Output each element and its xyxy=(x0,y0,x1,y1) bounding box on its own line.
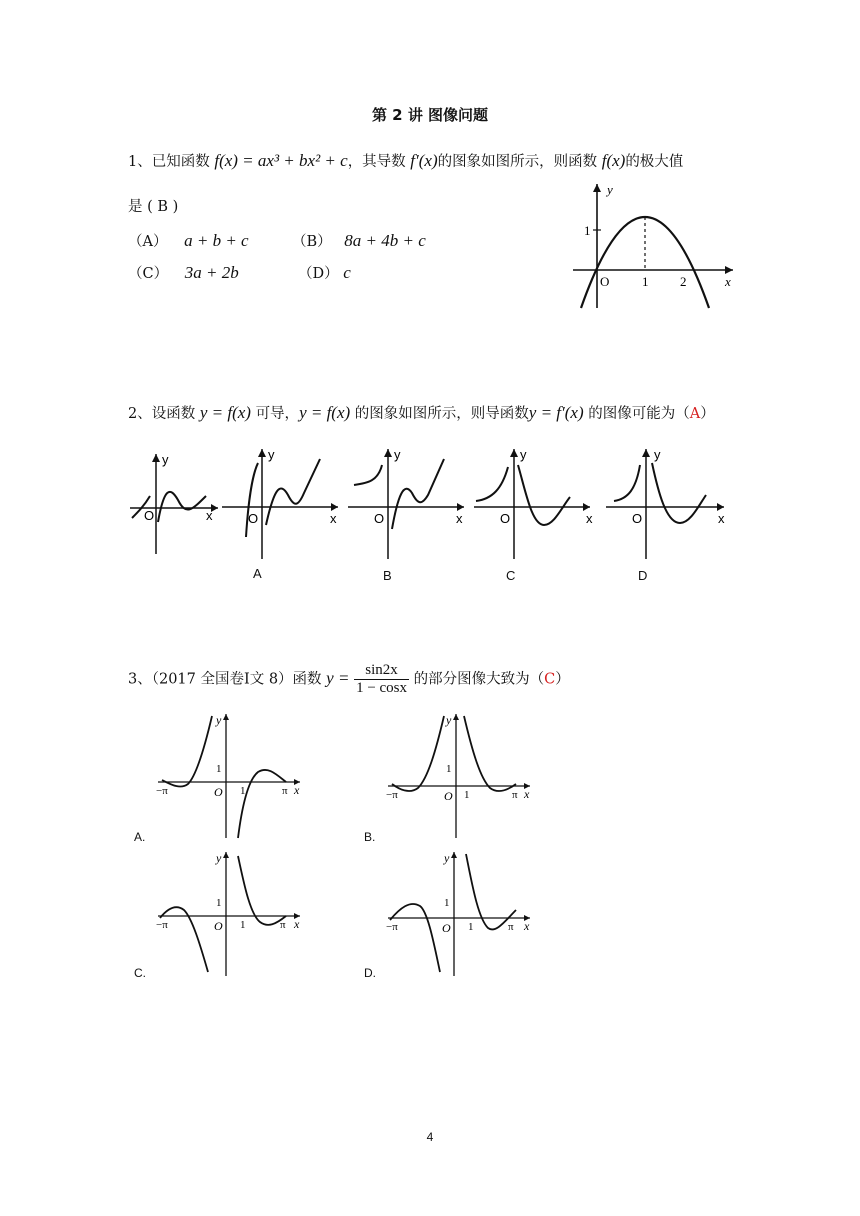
q3-b-x-label: x xyxy=(524,787,530,801)
q3-a-neg-pi-label: −π xyxy=(156,785,168,797)
q2-close: ） xyxy=(700,406,715,422)
q3-b-pi-label: π xyxy=(512,789,518,801)
q3-source: （2017 全国卷Ⅰ文 8）函数 xyxy=(151,671,322,688)
q2-number: 2、 xyxy=(128,406,152,422)
q1-y-label: y xyxy=(607,182,613,197)
q3-b-x1-label: 1 xyxy=(464,789,470,801)
q1-option-c-label: （C） xyxy=(128,266,169,282)
q3-b-right-branch xyxy=(464,716,516,791)
q2-text-c: 的图象如图所示，则导函数 xyxy=(354,406,529,422)
q3-d-y1-label: 1 xyxy=(444,897,450,909)
q3-c-right-branch xyxy=(238,856,286,925)
q3-b-y-arrow xyxy=(453,714,459,720)
q3-text: 的部分图像大致为（ xyxy=(413,671,545,688)
q2-a-y-arrow xyxy=(258,449,266,457)
q1-tick-2-label: 2 xyxy=(680,274,687,289)
q3-close: ） xyxy=(555,671,570,688)
q2-a-origin-label: O xyxy=(248,511,259,526)
q2-orig-right-branch xyxy=(158,492,206,522)
q1-option-a-expr: a + b + c xyxy=(184,231,249,250)
q2-question xyxy=(128,402,715,423)
q3-d-x1-label: 1 xyxy=(468,921,474,933)
q1-text-c: 的图象如图所示，则函数 xyxy=(437,154,598,170)
q3-c-x1-label: 1 xyxy=(240,919,246,931)
q3-d-y-arrow xyxy=(451,852,457,858)
q2-d-right-branch xyxy=(652,463,706,523)
q2-a-y-label: y xyxy=(268,447,275,462)
q2-b-x-label: x xyxy=(456,511,463,526)
q2-text-b: 可导， xyxy=(255,406,300,422)
q3-b-y1-label: 1 xyxy=(446,763,452,775)
q3-a-x-label: x xyxy=(294,783,300,797)
q2-expr-2: y = f(x) xyxy=(299,403,351,422)
q3-b-neg-pi-label: −π xyxy=(386,789,398,801)
q1-text-d: 的极大值 xyxy=(625,154,684,170)
q2-orig-origin-label: O xyxy=(144,508,155,523)
q3-number: 3、 xyxy=(128,671,152,688)
q2-b-y-label: y xyxy=(394,447,401,462)
q2-orig-x-label: x xyxy=(206,508,213,523)
q2-a-x-arrow xyxy=(331,503,338,511)
q3-a-pi-label: π xyxy=(282,785,288,797)
q1-text-b: ，其导数 xyxy=(347,154,406,170)
q1-option-b-expr: 8a + 4b + c xyxy=(344,231,426,250)
q2-caption-a: A xyxy=(253,566,262,581)
q3-c-left-branch xyxy=(160,907,208,972)
q3-numerator: sin2x xyxy=(354,662,409,680)
q3-d-x-label: x xyxy=(524,919,530,933)
q1-option-b xyxy=(292,230,426,251)
q2-original-graph xyxy=(128,448,220,558)
q1-x-label: x xyxy=(725,274,731,289)
q3-label-d: D. xyxy=(364,966,376,980)
q3-option-a-graph xyxy=(130,710,305,840)
q1-option-c-expr: 3a + 2b xyxy=(184,263,239,282)
q2-c-origin-label: O xyxy=(500,511,511,526)
q2-a-x-label: x xyxy=(330,511,337,526)
q3-a-left-branch xyxy=(162,716,212,787)
q1-line2: 是 ( B ) xyxy=(128,199,179,215)
q3-a-x1-label: 1 xyxy=(240,785,246,797)
q1-y-tick-label: 1 xyxy=(584,223,591,238)
q2-c-y-label: y xyxy=(520,447,527,462)
q2-b-x-arrow xyxy=(457,503,464,511)
q2-d-y-arrow xyxy=(642,449,650,457)
q2-caption-c: C xyxy=(506,568,516,583)
q3-option-b-graph xyxy=(360,710,535,840)
q1-expr-f2: f(x) xyxy=(601,151,626,170)
q3-question xyxy=(128,662,570,697)
q3-b-left-branch xyxy=(392,716,444,791)
q3-b-origin-label: O xyxy=(444,789,453,803)
page-number: 4 xyxy=(426,1130,434,1144)
q2-answer: A xyxy=(689,406,701,422)
q1-option-a xyxy=(128,230,249,251)
q2-option-d-graph xyxy=(604,445,729,563)
q2-b-left-branch xyxy=(354,465,382,485)
q2-text-a: 设函数 xyxy=(151,406,196,422)
q2-caption-b: B xyxy=(383,568,392,583)
q2-expr-3: y = f′(x) xyxy=(528,403,584,422)
q1-line1 xyxy=(128,150,683,171)
q2-d-y-label: y xyxy=(654,447,661,462)
q3-answer: C xyxy=(544,671,556,688)
q2-c-right-branch xyxy=(518,465,570,525)
q1-text-a: 已知函数 xyxy=(151,154,210,170)
q2-option-b-graph xyxy=(346,445,471,563)
q2-option-c-graph xyxy=(472,445,597,563)
q3-label-c: C. xyxy=(134,966,146,980)
q2-d-x-label: x xyxy=(718,511,725,526)
q3-d-origin-label: O xyxy=(442,921,451,935)
q3-lhs: y = xyxy=(326,668,350,688)
q3-a-y1-label: 1 xyxy=(216,763,222,775)
q2-d-origin-label: O xyxy=(632,511,643,526)
q2-c-y-arrow xyxy=(510,449,518,457)
q1-derivative-graph xyxy=(565,178,740,310)
q1-origin-label: O xyxy=(600,274,610,289)
q3-d-left-branch xyxy=(390,904,440,972)
q2-caption-d: D xyxy=(638,568,648,583)
q1-expr-fp: f′(x) xyxy=(410,151,438,170)
q2-expr-1: y = f(x) xyxy=(199,403,251,422)
q1-option-d-expr: c xyxy=(343,263,351,282)
q3-label-b: B. xyxy=(364,830,376,844)
q2-d-left-branch xyxy=(614,465,640,501)
q2-b-origin-label: O xyxy=(374,511,385,526)
q3-c-y-label: y xyxy=(216,851,222,865)
q3-c-neg-pi-label: −π xyxy=(156,919,168,931)
q1-option-d xyxy=(298,262,351,283)
q3-label-a: A. xyxy=(134,830,146,844)
page-title: 第 2 讲 图像问题 xyxy=(371,106,489,124)
q3-c-x-label: x xyxy=(294,917,300,931)
q1-x-arrow xyxy=(725,266,733,274)
q1-tick-1-label: 1 xyxy=(642,274,649,289)
q3-option-c-graph xyxy=(130,848,305,978)
q2-a-right-branch xyxy=(266,459,320,525)
q1-expr-f: f(x) = ax³ + bx² + c xyxy=(214,151,348,170)
q2-orig-y-label: y xyxy=(162,452,169,467)
q1-option-d-label: （D） xyxy=(298,266,339,282)
q3-d-pi-label: π xyxy=(508,921,514,933)
q2-c-x-label: x xyxy=(586,511,593,526)
q2-b-y-arrow xyxy=(384,449,392,457)
q1-option-a-label: （A） xyxy=(128,234,168,250)
q1-number: 1、 xyxy=(128,154,152,170)
q3-b-y-label: y xyxy=(446,713,452,727)
q1-option-c xyxy=(128,262,239,283)
q3-d-neg-pi-label: −π xyxy=(386,921,398,933)
q3-fraction xyxy=(354,662,409,697)
q3-c-y-arrow xyxy=(223,852,229,858)
q1-option-b-label: （B） xyxy=(292,234,332,250)
q2-option-a-graph xyxy=(220,445,345,563)
q2-orig-y-arrow xyxy=(152,454,160,462)
q3-c-origin-label: O xyxy=(214,919,223,933)
q3-option-d-graph xyxy=(360,848,535,978)
q1-y-arrow xyxy=(593,184,601,192)
q3-a-right-branch xyxy=(238,770,286,838)
q3-c-y1-label: 1 xyxy=(216,897,222,909)
q3-d-y-label: y xyxy=(444,851,450,865)
q2-text-d: 的图像可能为（ xyxy=(588,406,690,422)
q2-c-x-arrow xyxy=(583,503,590,511)
q2-b-right-branch xyxy=(392,459,444,529)
q2-c-left-branch xyxy=(476,467,508,501)
q3-a-y-label: y xyxy=(216,713,222,727)
q3-c-pi-label: π xyxy=(280,919,286,931)
q3-a-origin-label: O xyxy=(214,785,223,799)
q2-d-x-arrow xyxy=(717,503,724,511)
q3-a-y-arrow xyxy=(223,714,229,720)
q3-denominator: 1 − cosx xyxy=(356,680,408,696)
